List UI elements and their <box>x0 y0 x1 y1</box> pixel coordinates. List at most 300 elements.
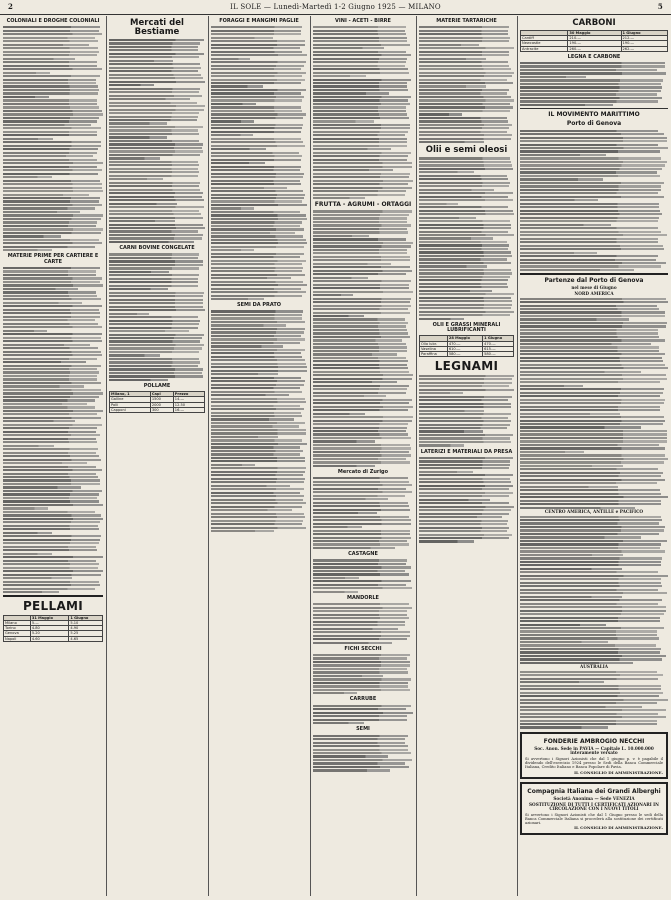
print-line <box>419 258 507 260</box>
column-rule <box>106 16 107 896</box>
print-line <box>109 313 149 315</box>
print-line <box>313 169 393 171</box>
table-cell: Olio lubr. <box>420 341 448 346</box>
print-line <box>520 475 661 477</box>
print-line <box>419 534 512 536</box>
print-line <box>520 651 660 653</box>
text-block <box>520 79 668 106</box>
text-block <box>3 424 103 447</box>
print-line <box>109 203 177 205</box>
text-block <box>211 152 307 165</box>
print-line <box>3 577 72 579</box>
print-line <box>313 395 386 397</box>
print-line <box>3 89 99 91</box>
print-line <box>313 96 411 98</box>
print-line <box>313 235 369 237</box>
print-line <box>3 92 98 94</box>
print-line <box>520 86 662 88</box>
print-line <box>211 284 307 286</box>
table-cell: 4.65 <box>69 636 103 641</box>
print-line <box>520 308 659 310</box>
print-line <box>419 227 511 229</box>
print-line <box>109 164 199 166</box>
print-line <box>109 178 163 180</box>
print-line <box>520 465 623 467</box>
print-line <box>520 164 665 166</box>
print-line <box>3 180 100 182</box>
print-line <box>211 495 304 497</box>
table-cell: 5.25 <box>69 631 103 636</box>
heading-coloniali: COLONIALI E DROGHE COLONIALI <box>6 18 100 24</box>
print-line <box>520 489 660 491</box>
print-line <box>211 291 306 293</box>
print-line <box>419 124 512 126</box>
text-block <box>109 224 205 244</box>
print-line <box>313 238 406 240</box>
print-line <box>520 182 664 184</box>
print-line <box>520 454 665 456</box>
print-line <box>313 183 408 185</box>
print-line <box>109 368 203 370</box>
column-rule <box>208 16 209 896</box>
print-line <box>211 530 274 532</box>
print-line <box>109 354 160 356</box>
print-line <box>211 370 307 372</box>
print-line <box>109 171 199 173</box>
print-line <box>313 134 405 136</box>
print-line <box>211 349 305 351</box>
print-line <box>520 540 667 542</box>
text-block <box>520 255 668 271</box>
print-line <box>520 519 662 521</box>
print-line <box>313 447 411 449</box>
print-line <box>211 450 303 452</box>
print-line <box>419 424 510 426</box>
text-block <box>520 671 668 684</box>
print-line <box>313 322 408 324</box>
print-line <box>419 157 510 159</box>
print-line <box>109 206 204 208</box>
table-cell: 615.— <box>483 346 514 351</box>
print-line <box>313 75 366 77</box>
print-line <box>211 169 300 171</box>
print-line <box>211 363 306 365</box>
print-line <box>419 434 513 436</box>
print-line <box>3 249 52 251</box>
print-line <box>109 42 200 44</box>
text-block <box>3 159 103 179</box>
heading-carrube: CARRUBE <box>349 696 377 703</box>
print-line <box>211 37 273 39</box>
ad-alberghi-signature: IL CONSIGLIO DI AMMINISTRAZIONE. <box>574 825 663 831</box>
print-line <box>109 112 199 114</box>
print-line <box>313 374 413 376</box>
text-block <box>211 26 307 39</box>
ad-alberghi-subtitle: Società Anonima — Sede VENEZIA <box>553 796 635 802</box>
print-line <box>520 262 666 264</box>
print-line <box>313 580 411 582</box>
text-block <box>313 678 413 694</box>
print-line <box>109 77 203 79</box>
print-line <box>313 159 407 161</box>
text-block <box>419 434 514 447</box>
print-line <box>3 532 52 534</box>
print-line <box>211 281 303 283</box>
print-line <box>3 549 97 551</box>
print-line <box>3 141 101 143</box>
print-line <box>211 145 305 147</box>
print-line <box>211 523 302 525</box>
print-line <box>419 430 483 432</box>
print-line <box>419 199 513 201</box>
print-line <box>520 189 661 191</box>
print-line <box>520 620 660 622</box>
print-line <box>109 56 199 58</box>
print-line <box>419 30 508 32</box>
table-row <box>4 636 103 641</box>
print-line <box>419 474 513 476</box>
print-line <box>520 440 667 442</box>
print-line <box>109 327 198 329</box>
print-line <box>313 329 407 331</box>
print-line <box>211 457 305 459</box>
table-cell: 610.— <box>447 346 482 351</box>
text-block <box>313 477 413 500</box>
print-line <box>520 688 661 690</box>
print-line <box>3 466 96 468</box>
print-line <box>109 136 167 138</box>
print-line <box>419 392 463 394</box>
print-line <box>313 591 358 593</box>
print-line <box>313 162 412 164</box>
table-cell: 16.— <box>173 407 204 412</box>
print-line <box>211 277 291 279</box>
text-block <box>520 516 668 539</box>
text-block <box>211 166 307 189</box>
print-line <box>313 498 388 500</box>
print-line <box>520 364 665 366</box>
text-block <box>211 349 307 376</box>
print-line <box>520 406 660 408</box>
table-cell: 5.10 <box>69 620 103 625</box>
ad-alberghi-title: Compagnia Italiana dei Grandi Alberghi <box>527 788 661 796</box>
print-line <box>3 194 89 196</box>
table-cell: 260.— <box>568 46 621 51</box>
print-line <box>211 391 302 393</box>
print-line <box>520 516 661 518</box>
print-line <box>520 399 665 401</box>
text-block <box>313 357 413 384</box>
print-line <box>109 150 203 152</box>
print-line <box>313 416 413 418</box>
text-block <box>109 316 205 332</box>
print-line <box>109 278 198 280</box>
print-line <box>109 95 202 97</box>
print-line <box>3 518 103 520</box>
pellami-table <box>3 615 103 642</box>
print-line <box>520 461 664 463</box>
text-block <box>520 557 668 570</box>
print-line <box>313 291 413 293</box>
print-line <box>313 103 410 105</box>
print-line <box>313 33 406 35</box>
print-line <box>109 288 168 290</box>
print-line <box>520 678 658 680</box>
print-line <box>211 180 300 182</box>
print-line <box>211 401 306 403</box>
masthead-title: IL SOLE — Lunedì-Martedì 1-2 Giugno 1925 — MILANO <box>230 3 441 11</box>
print-line <box>520 589 658 591</box>
print-line <box>3 535 101 537</box>
table-cell: 210.— <box>568 36 621 41</box>
print-line <box>313 124 410 126</box>
print-line <box>3 298 101 300</box>
print-line <box>313 587 412 589</box>
text-block <box>520 685 668 708</box>
print-line <box>109 185 199 187</box>
print-line <box>211 218 307 220</box>
print-line <box>313 242 413 244</box>
print-line <box>3 396 99 398</box>
print-line <box>211 377 301 379</box>
print-line <box>3 574 101 576</box>
text-block <box>109 88 205 101</box>
print-line <box>3 295 97 297</box>
print-line <box>520 79 663 81</box>
print-line <box>313 173 410 175</box>
text-block <box>3 267 103 290</box>
print-line <box>3 44 89 46</box>
print-line <box>419 117 507 119</box>
olii-minerali-table <box>419 335 514 357</box>
print-line <box>520 402 664 404</box>
print-line <box>419 265 487 267</box>
print-line <box>313 263 391 265</box>
text-block <box>313 603 413 630</box>
print-line <box>419 523 507 525</box>
print-line <box>313 259 410 261</box>
table-cell: 2000 <box>150 402 173 407</box>
print-line <box>313 668 407 670</box>
print-line <box>313 577 359 579</box>
text-block <box>313 385 413 398</box>
print-line <box>520 336 659 338</box>
print-line <box>109 168 198 170</box>
print-line <box>211 58 250 60</box>
print-line <box>109 213 201 215</box>
print-line <box>419 40 509 42</box>
print-line <box>520 192 658 194</box>
print-line <box>313 47 384 49</box>
text-block <box>313 343 413 356</box>
print-line <box>109 375 203 377</box>
print-line <box>3 382 101 384</box>
print-line <box>313 37 407 39</box>
print-line <box>520 692 663 694</box>
print-line <box>313 427 407 429</box>
print-line <box>313 766 409 768</box>
print-line <box>520 311 665 313</box>
text-block <box>211 89 307 105</box>
print-line <box>419 537 509 539</box>
print-line <box>520 543 661 545</box>
table-row <box>420 351 514 356</box>
print-line <box>313 131 408 133</box>
table-cell: 580.— <box>447 351 482 356</box>
print-line <box>520 637 659 639</box>
print-line <box>211 232 295 234</box>
print-line <box>520 325 666 327</box>
print-line <box>520 596 622 598</box>
print-line <box>419 478 510 480</box>
print-line <box>520 472 663 474</box>
print-line <box>211 516 305 518</box>
print-line <box>3 61 97 63</box>
print-line <box>520 706 642 708</box>
print-line <box>313 537 411 539</box>
text-block <box>211 310 307 326</box>
table-cell: 4.60 <box>30 636 68 641</box>
print-line <box>211 415 302 417</box>
print-line <box>419 385 509 387</box>
heading-materie-prime: MATERIE PRIME PER CARTIERE E CARTE <box>7 253 99 265</box>
print-line <box>520 234 667 236</box>
print-line <box>419 293 514 295</box>
text-block <box>313 173 413 200</box>
print-line <box>419 189 494 191</box>
print-line <box>520 360 663 362</box>
print-line <box>109 84 154 86</box>
ad-alberghi-body: Si avvertono i Signori Azionisti che dal 1 Giugno presso le sedi della Banca Commerciale Italiana si procederà alla sostituzione dei certificati azionari. <box>525 812 663 826</box>
print-line <box>313 614 407 616</box>
print-line <box>109 189 200 191</box>
print-line <box>211 412 301 414</box>
table-cell: 4.90 <box>69 626 103 631</box>
print-line <box>3 448 98 450</box>
print-line <box>3 493 99 495</box>
print-line <box>520 238 658 240</box>
print-line <box>520 196 664 198</box>
heading-pellami: PELLAMI <box>22 599 84 614</box>
table-cell: 5.— <box>30 620 68 625</box>
print-line <box>109 98 190 100</box>
print-line <box>211 253 304 255</box>
print-line <box>313 79 411 81</box>
print-line <box>109 260 203 262</box>
print-line <box>3 204 102 206</box>
print-line <box>419 196 508 198</box>
print-line <box>313 381 397 383</box>
print-line <box>313 628 398 630</box>
print-line <box>211 384 304 386</box>
print-line <box>211 317 302 319</box>
print-line <box>520 150 660 152</box>
text-block <box>520 489 668 509</box>
heading-semi-prato: SEMI DA PRATO <box>236 302 281 309</box>
print-line <box>520 500 661 502</box>
print-line <box>419 527 509 529</box>
print-line <box>419 318 464 320</box>
print-line <box>419 457 513 459</box>
print-line <box>419 300 512 302</box>
print-line <box>3 103 97 105</box>
print-line <box>211 211 300 213</box>
print-line <box>313 388 407 390</box>
print-line <box>520 451 584 453</box>
text-block <box>109 253 205 273</box>
print-line <box>3 399 95 401</box>
print-line <box>3 291 96 293</box>
print-line <box>313 624 405 626</box>
print-line <box>520 206 659 208</box>
print-line <box>520 385 583 387</box>
print-line <box>419 406 511 408</box>
print-line <box>3 420 75 422</box>
text-block <box>109 140 205 160</box>
print-line <box>3 434 100 436</box>
print-line <box>3 424 102 426</box>
text-block <box>109 292 205 315</box>
print-line <box>3 410 103 412</box>
print-line <box>211 446 300 448</box>
print-line <box>109 358 199 360</box>
print-line <box>419 131 507 133</box>
print-line <box>520 723 657 725</box>
text-block <box>211 211 307 234</box>
print-line <box>3 389 101 391</box>
print-line <box>3 85 98 87</box>
print-line <box>3 72 50 74</box>
print-line <box>520 144 658 146</box>
print-line <box>211 82 301 84</box>
text-block <box>109 358 205 381</box>
text-block <box>3 127 103 140</box>
text-block <box>3 535 103 555</box>
print-line <box>109 147 202 149</box>
text-block <box>419 175 514 191</box>
print-line <box>3 148 98 150</box>
text-block <box>520 468 668 488</box>
print-line <box>419 283 507 285</box>
print-line <box>109 199 204 201</box>
print-line <box>520 613 664 615</box>
text-block <box>520 571 668 598</box>
print-line <box>419 171 474 173</box>
table-header: 28 Maggio <box>447 336 482 341</box>
print-line <box>520 161 667 163</box>
table-cell: Vaselina <box>420 346 448 351</box>
print-line <box>419 47 514 49</box>
text-block <box>419 293 514 320</box>
print-line <box>520 641 608 643</box>
print-line <box>3 358 97 360</box>
print-line <box>3 200 99 202</box>
print-line <box>520 224 611 226</box>
print-line <box>520 395 660 397</box>
text-block <box>520 454 668 467</box>
text-block <box>520 157 668 180</box>
print-line <box>313 318 405 320</box>
print-line <box>3 563 99 565</box>
print-line <box>3 138 53 140</box>
text-block <box>3 214 103 237</box>
print-line <box>313 491 412 493</box>
print-line <box>313 231 408 233</box>
print-line <box>520 482 657 484</box>
print-line <box>419 210 513 212</box>
print-line <box>313 488 406 490</box>
print-line <box>419 485 513 487</box>
